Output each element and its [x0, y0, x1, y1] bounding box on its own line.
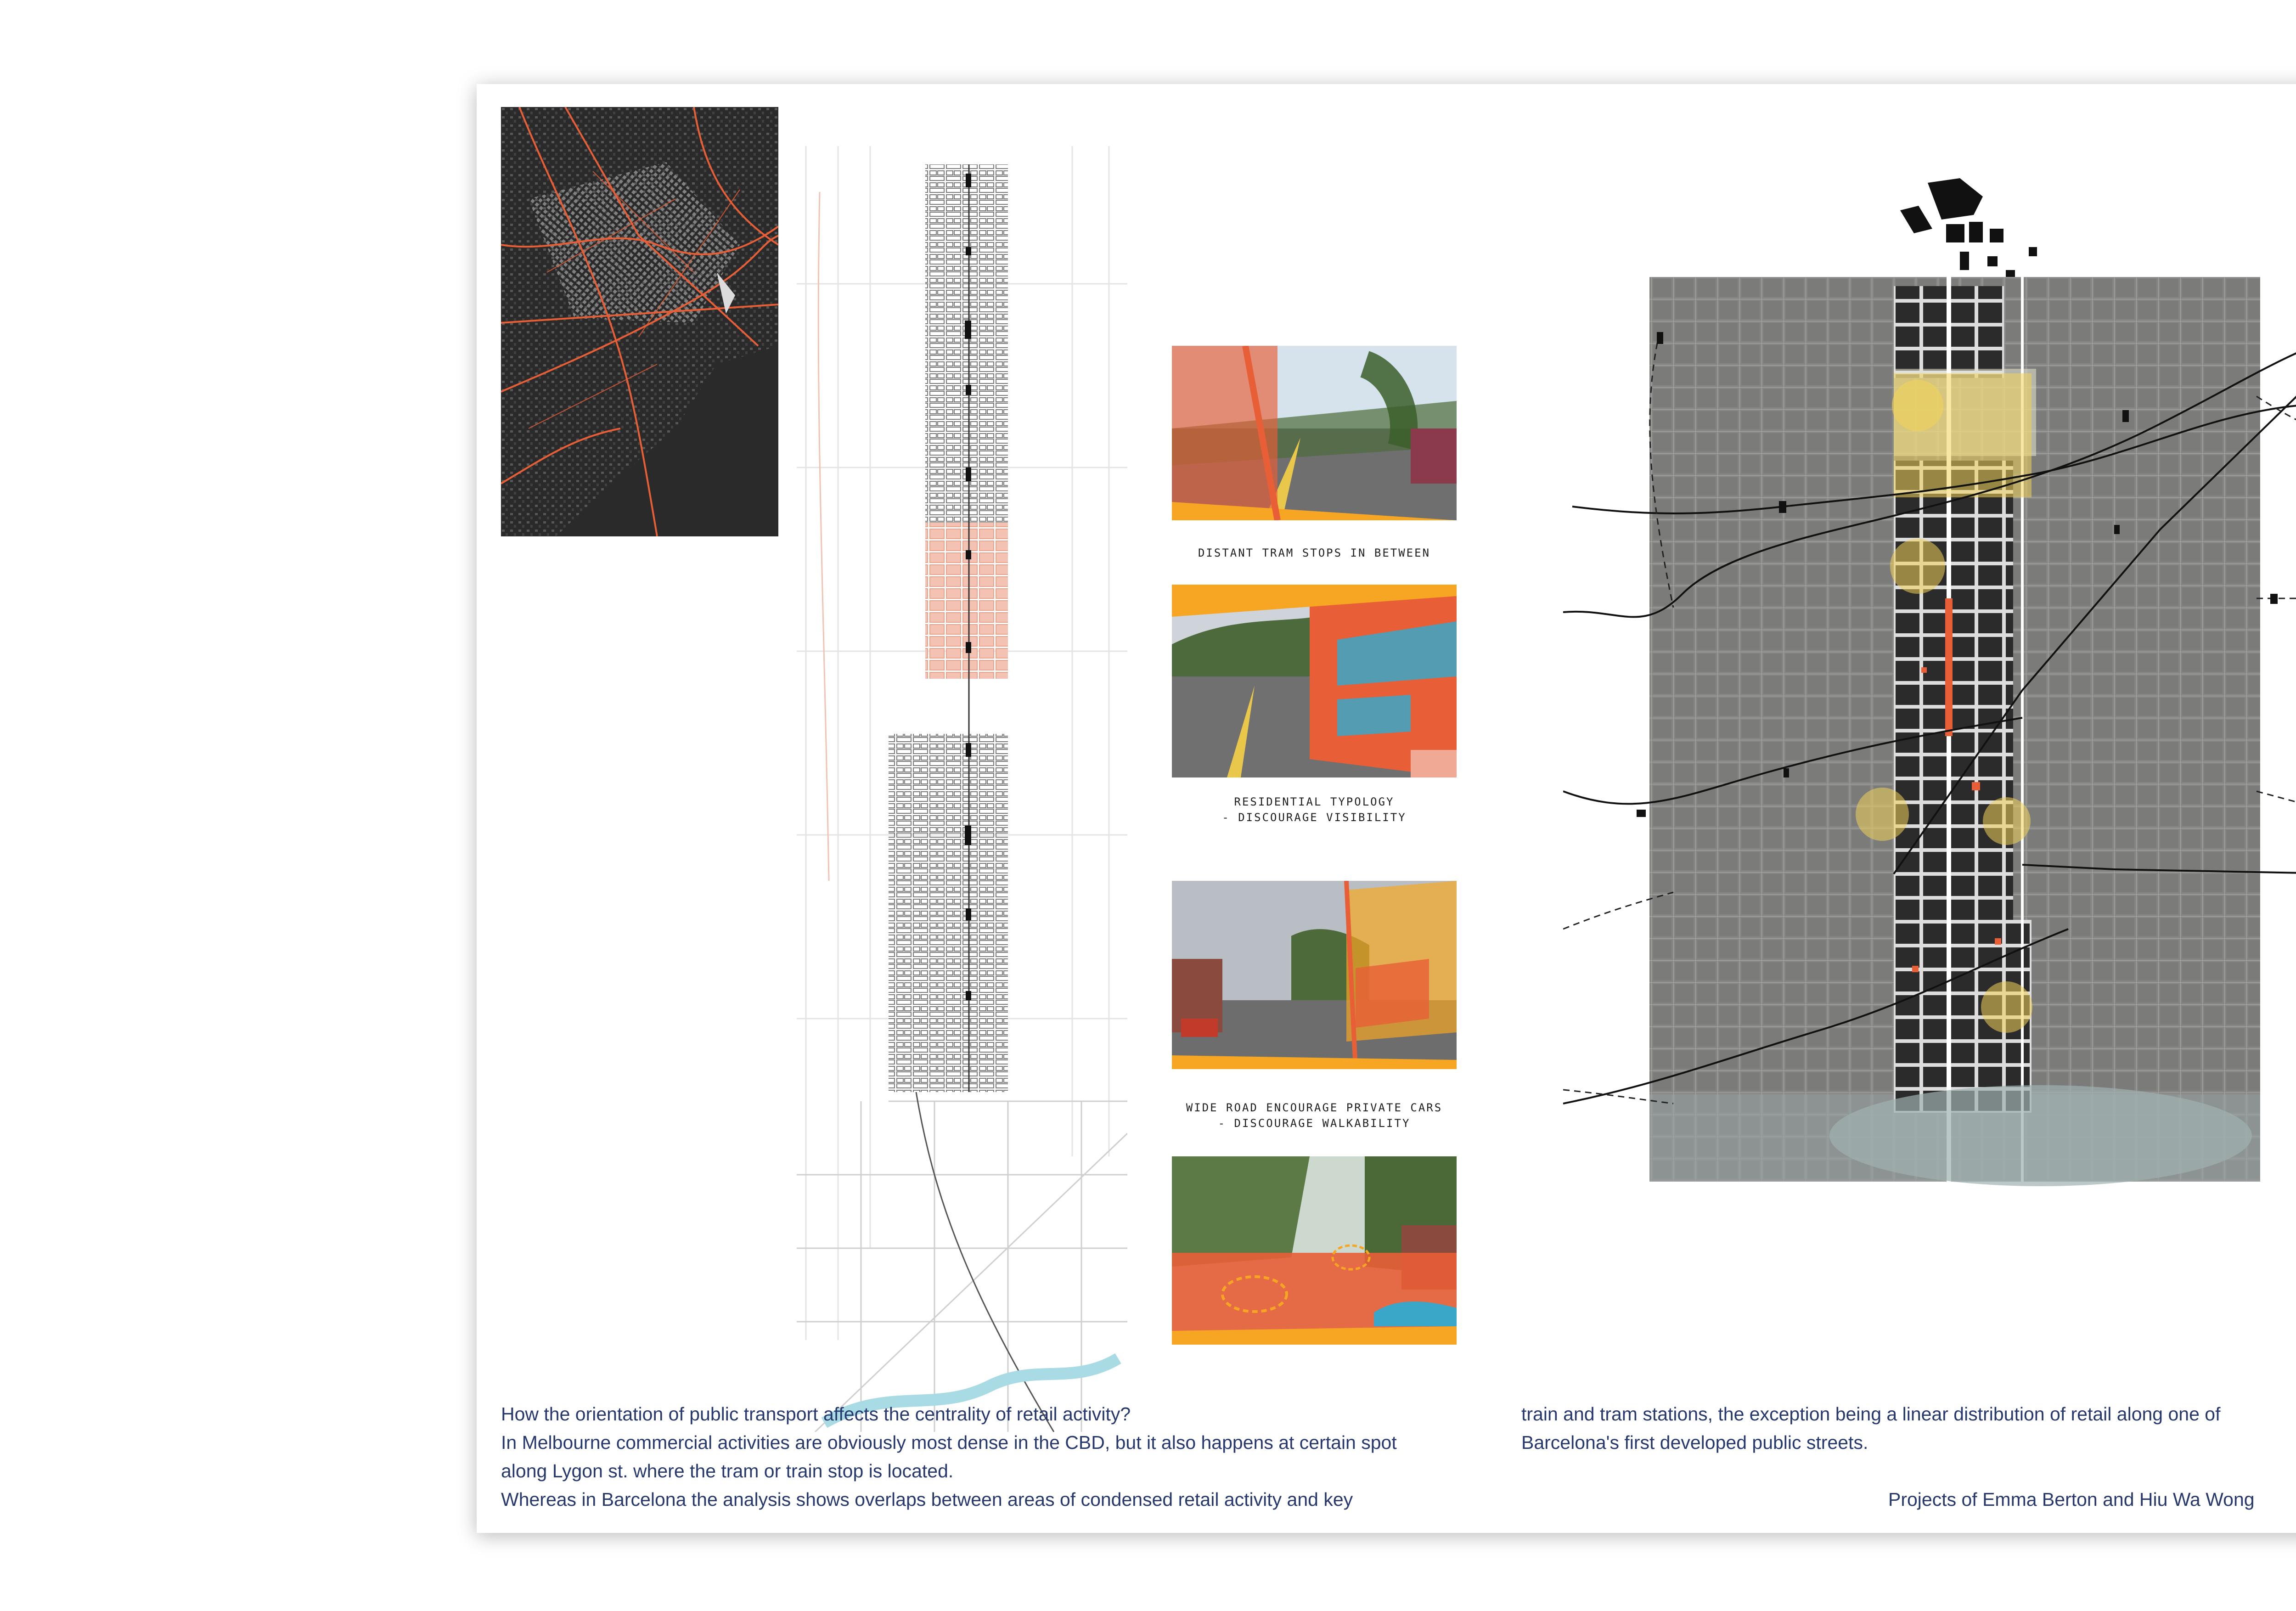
body-paragraph-4: Whereas in Barcelona the analysis shows overlaps between areas of condensed retail activity and key — [501, 1489, 1353, 1510]
street-plan-diagram — [797, 146, 1127, 1432]
body-text-col1 — [501, 1400, 1493, 1514]
body-paragraph-1: How the orientation of public transport affects the centrality of retail activity? — [501, 1403, 1131, 1425]
photo-3-caption-line2: - DISCOURAGE WALKABILITY — [1218, 1116, 1411, 1130]
photo-3-caption — [1172, 1100, 1457, 1131]
project-credit: Projects of Emma Berton and Hiu Wa Wong — [1888, 1489, 2255, 1510]
aerial-grid-map — [1563, 277, 2296, 1287]
photo-3-caption-line1: WIDE ROAD ENCOURAGE PRIVATE CARS — [1186, 1101, 1443, 1114]
body-text-col2 — [1521, 1400, 2296, 1457]
building-fragment — [1891, 178, 2056, 288]
body-paragraph-2: In Melbourne commercial activities are obviously most dense in the CBD, but it also happens at certain spot — [501, 1432, 1397, 1453]
street-photo-4 — [1172, 1156, 1457, 1345]
body-paragraph-5: train and tram stations, the exception being a linear distribution of retail along one of — [1521, 1403, 2221, 1425]
magazine-page — [477, 84, 2296, 1533]
photo-1-caption: DISTANT TRAM STOPS IN BETWEEN — [1198, 546, 1431, 559]
body-paragraph-3: along Lygon st. where the tram or train stop is located. — [501, 1460, 954, 1481]
street-photo-1 — [1172, 346, 1457, 520]
photo-2-caption-line2: - DISCOURAGE VISIBILITY — [1222, 811, 1407, 824]
street-photo-3 — [1172, 881, 1457, 1069]
body-paragraph-6: Barcelona's first developed public streets. — [1521, 1432, 1868, 1453]
city-overview-map — [501, 107, 778, 536]
photo-2-caption-line1: RESIDENTIAL TYPOLOGY — [1234, 795, 1395, 808]
photo-2-caption — [1172, 794, 1457, 825]
street-photo-2 — [1172, 585, 1457, 777]
